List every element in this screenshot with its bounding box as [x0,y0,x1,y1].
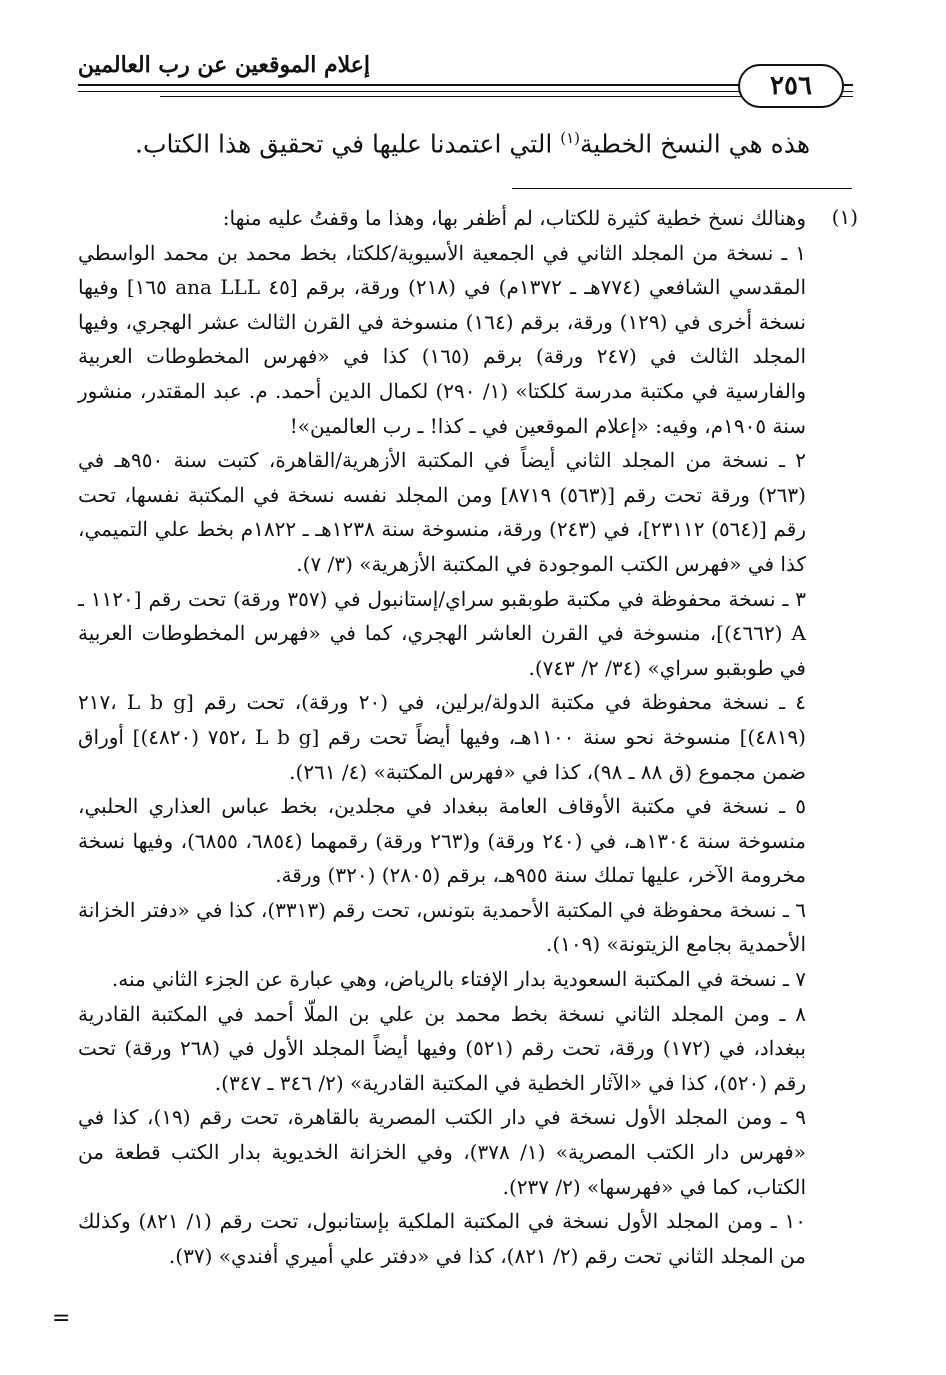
page-number-badge [738,64,844,108]
footnote-marker: (١) [831,205,858,229]
manuscript-entry-5: ٥ ـ نسخة في مكتبة الأوقاف العامة ببغداد في مجلدين، بخط عباس العذاري الحلبي، منسوخة سنة ١٣٠٤هـ، في (٢٤٠ ورقة) و(٢٦٣ ورقة) رقمهما (٦٨٥٤، ٦٨٥٥)، وفيها نسخة مخرومة الآخر، عليها تملك سنة ٩٥٥هـ، برقم (٢٨٠٥) (٣٢٠) ورقة. [78,794,806,888]
manuscript-entry-6: ٦ ـ نسخة محفوظة في المكتبة الأحمدية بتونس، تحت رقم (٣٣١٣)، كذا في «دفتر الخزانة الأحمدية بجامع الزيتونة» (١٠٩). [78,897,807,957]
manuscript-entry-9: ٩ ـ ومن المجلد الأول نسخة في دار الكتب المصرية بالقاهرة، تحت رقم (١٩)، كذا في «فهرس دار الكتب المصرية» (١/ ٣٧٨)، وفي الخزانة الخديوية بدار الكتب قطعة من الكتاب، كما في «فهرسها» (٢/ ٢٣٧). [78,1105,806,1199]
continuation-mark: = [52,1306,71,1331]
intro-text-continued: التي اعتمدنا عليها في تحقيق هذا الكتاب. [135,129,561,159]
manuscript-entry-2: ٢ ـ نسخة من المجلد الثاني أيضاً في المكتبة الأزهرية/القاهرة، كتبت سنة ٩٥٠هـ في (٢٦٣) ورقة تحت رقم [(٥٦٣) ٨٧١٩] ومن المجلد نفسه نسخة في المكتبة نفسها، تحت رقم [(٥٦٤) ٢٣١١٢]، في (٢٤٣) ورقة، منسوخة سنة ١٢٣٨هـ ـ ١٨٢٢م بخط علي التميمي، كذا في «فهرس الكتب الموجودة في المكتبة الأزهرية» (٣/ ٧). [78,448,806,576]
manuscript-entry-1: ١ ـ نسخة من المجلد الثاني في الجمعية الأسيوية/كلكتا، بخط محمد بن محمد الواسطي المقدسي الشافعي (٧٧٤هـ ـ ١٣٧٢م) في (٢١٨) ورقة، برقم [٤٥ ana LLL ١٦٥] وفيها نسخة أخرى في (١٢٩) ورقة، برقم (١٦٤) منسوخة في القرن الثالث عشر الهجري، وفيها المجلد الثالث في (٢٤٧ ورقة) برقم (١٦٥) كذا في «فهرس المخطوطات العربية والفارسية في مكتبة مدرسة كلكتا» (١/ ٢٩٠) لكمال الدين أحمد. م. عبد المقتدر، منشور سنة ١٩٠٥م، وفيه: «إعلام الموقعين في ـ كذا! ـ رب العالمين»! [78,240,807,438]
page-number: ٢٥٦ [770,71,812,101]
running-header-title: إعلام الموقعين عن رب العالمين [77,52,370,78]
footnote-body [78,201,806,1273]
header-rule [78,91,853,92]
manuscript-entry-8: ٨ ـ ومن المجلد الثاني نسخة بخط محمد بن علي بن الملّا أحمد في المكتبة القادرية ببغداد، في (١٧٢) ورقة، تحت رقم (٥٢١) وفيها أيضاً المجلد الأول في (٢٦٨ ورقة) تحت رقم (٥٢٠)، كذا في «الآثار الخطية في المكتبة القادرية» (٢/ ٣٤٦ ـ ٣٤٧). [78,1001,806,1095]
footnote-separator [512,188,852,189]
header-rule [78,84,853,86]
manuscript-entry-7: ٧ ـ نسخة في المكتبة السعودية بدار الإفتاء بالرياض، وهي عبارة عن الجزء الثاني منه. [111,967,806,992]
footnote-lead: وهنالك نسخ خطية كثيرة للكتاب، لم أظفر بها، وهذا ما وقفتُ عليه منها: [222,206,806,230]
manuscript-entry-4: ٤ ـ نسخة محفوظة في مكتبة الدولة/برلين، في (٢٠ ورقة)، تحت رقم [L b g ،٢١٧ (٤٨١٩)] منسوخة نحو سنة ١١٠٠هـ، وفيها أيضاً تحت رقم [L b g ،٧٥٢ (٤٨٢٠)] أوراق ضمن مجموع (ق ٨٨ ـ ٩٨)، كذا في «فهرس المكتبة» (٤/ ٢٦١). [78,690,807,784]
intro-paragraph [135,120,810,162]
manuscript-entry-3: ٣ ـ نسخة محفوظة في مكتبة طوبقبو سراي/إستانبول في (٣٥٧ ورقة) تحت رقم [١١٢٠ ـ A (٤٦٦٢)]، منسوخة في القرن العاشر الهجري، كما في «فهرس المخطوطات العربية في طوبقبو سراي» (٣٤/ ٢/ ٧٤٣). [78,586,807,680]
intro-text: هذه هي النسخ الخطية [580,129,810,159]
manuscript-entry-10: ١٠ ـ ومن المجلد الأول نسخة في المكتبة الملكية بإستانبول، تحت رقم (١/ ٨٢١) وكذلك من المجلد الثاني تحت رقم (٢/ ٨٢١)، كذا في «دفتر علي أميري أفندي» (٣٧). [78,1209,806,1268]
footnote-reference: (١) [560,129,581,147]
